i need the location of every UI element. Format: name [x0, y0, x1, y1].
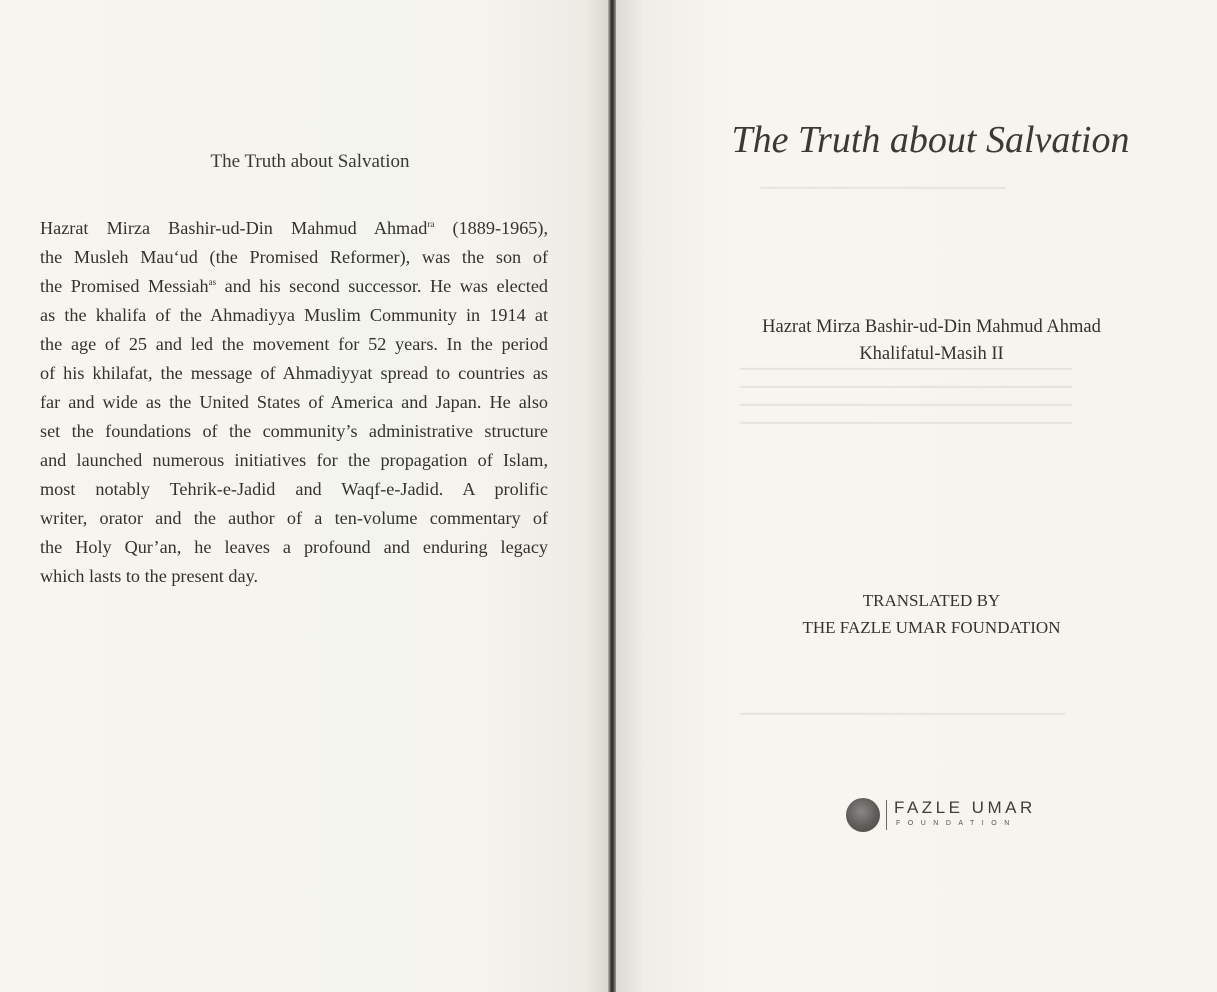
bio-line: which lasts to the present day. [40, 566, 259, 586]
bleed-through-text: ━━━━━━━━━━━━━━━━━━━━━━━━━━━━━━━━━━━━━━━━━━━━━ [740, 707, 1066, 721]
logo-name: FAZLE UMAR [894, 798, 1036, 817]
author-title: Khalifatul-Masih II [859, 344, 1004, 364]
author-biography [40, 214, 548, 591]
publisher-logo [846, 798, 1056, 838]
author-name: Hazrat Mirza Bashir-ud-Din Mahmud Ahmad [762, 317, 1101, 337]
bio-line: Hazrat Mirza Bashir-ud-Din Mahmud Ahmad$^{ra}$ (1889-1965), [40, 218, 548, 238]
translated-by-label: TRANSLATED BY [862, 591, 1001, 610]
bio-line: writer, orator and the author of a ten-volume commentary of [40, 508, 548, 528]
bio-line: set the foundations of the community’s administrative structure [40, 421, 548, 441]
bleed-through-text: ━━━━━━━━━━━━━━━━━━━━━━━━━━━━━━━━━━━━━━━━━━━━━━ ━━━━━━━━━━━━━━━━━━━━━━━━━━━━━━━━━━━━━━━━━━━━━━ ━━━━━━━━━━━━━━━━━━━━━━━━━━━━━━━━━━━━━━━━━━━━━━ ━━━━━━━━━━━━━━━━━━━━━━━━━━━━━━━━━━━━━━━━━━━━━━ [740, 362, 1073, 430]
logo-divider [886, 800, 887, 830]
translation-credit [614, 587, 1217, 641]
bio-line: and launched numerous initiatives for the propagation of Islam, [40, 450, 548, 470]
bio-line: most notably Tehrik-e-Jadid and Waqf-e-Jadid. A prolific [40, 479, 548, 499]
bio-line: the age of 25 and led the movement for 52 years. In the period [40, 334, 548, 354]
foundation-seal-icon [846, 798, 880, 832]
author-block [614, 314, 1217, 368]
translator-name: THE FAZLE UMAR FOUNDATION [802, 618, 1061, 637]
bio-line: far and wide as the United States of America and Japan. He also [40, 392, 548, 412]
logo-subtitle: FOUNDATION [896, 820, 1017, 827]
bio-line: as the khalifa of the Ahmadiyya Muslim Community in 1914 at [40, 305, 548, 325]
bio-line: the Holy Qur’an, he leaves a profound and enduring legacy [40, 537, 548, 557]
bio-line: the Promised Messiah$^{as}$ and his second successor. He was elected [40, 276, 548, 296]
bleed-through-text: ━━━━━━━━━━━━━━━━━━━━━━━━━━━━━━━━━━ [760, 181, 1006, 195]
book-title: The Truth about Salvation [731, 119, 1130, 161]
running-head: The Truth about Salvation [210, 151, 410, 172]
bio-line: of his khilafat, the message of Ahmadiyyat spread to countries as [40, 363, 548, 383]
bio-line: the Musleh Mau‘ud (the Promised Reformer), was the son of [40, 247, 548, 267]
